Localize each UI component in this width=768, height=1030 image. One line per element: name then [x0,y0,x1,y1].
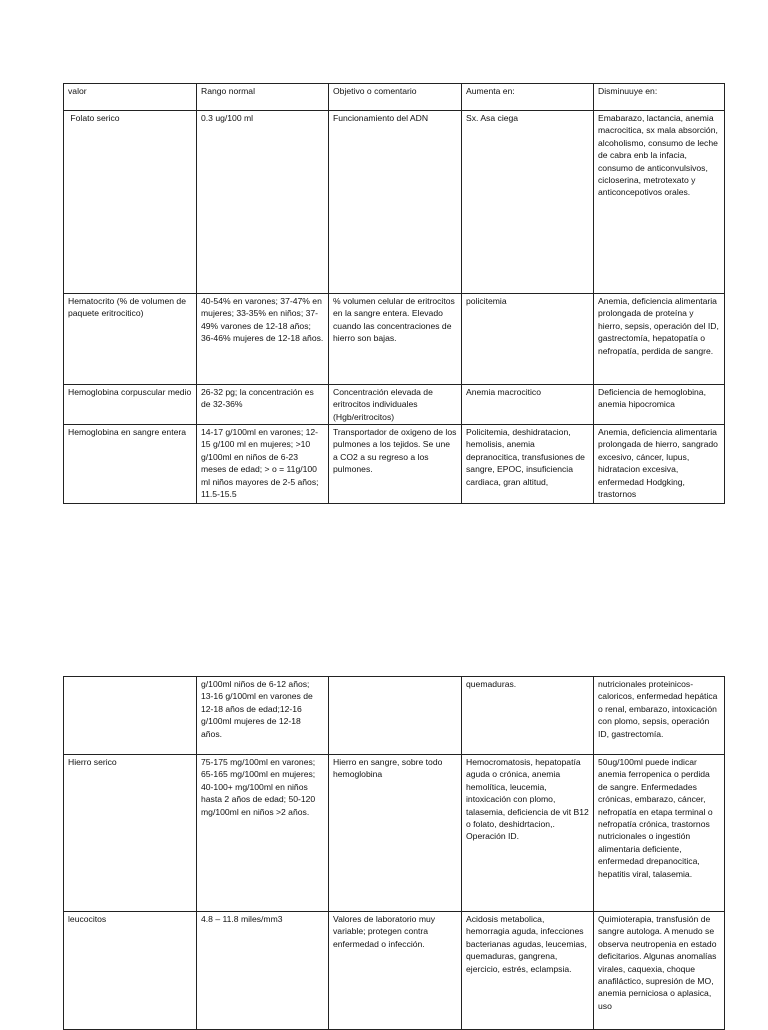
table-row [64,425,725,504]
cell-disminuye-text: Anemia, deficiencia alimentaria prolongada de hierro, sangrado excesivo, cáncer, lupus, hidratacion excesiva, enfermedad Hodgking, trastornos [598,427,718,500]
cell-rango: 0.3 ug/100 ml [197,111,329,294]
table-header-row [64,84,725,111]
cell-disminuye [594,425,725,504]
cell-aumenta: Anemia macrocitico [462,385,594,425]
cell-objetivo: Funcionamiento del ADN [329,111,462,294]
table-row [64,111,725,294]
cell-objetivo-text: Transportador de oxigeno de los pulmones a los tejidos. Se une a CO2 a su regreso a los pulmones. [333,427,457,475]
cell-disminuye [594,912,725,1030]
cell-rango [197,425,329,504]
cell-aumenta [462,912,594,1030]
cell-rango: 75-175 mg/100ml en varones; 65-165 mg/100ml en mujeres; 40-100+ mg/100ml en niños hasta 2 años de edad; 50-120 mg/100ml en niños >2 años. [197,755,329,912]
cell-valor: Hematocrito (% de volumen de paquete eritrocitico) [64,294,197,385]
cell-objetivo-text: Valores de laboratorio muy variable; protegen contra enfermedad o infección. [333,914,436,949]
cell-rango: 40-54% en varones; 37-47% en mujeres; 33-35% en niños; 37-49% varones de 12-18 años; 36-46% mujeres de 12-18 años. [197,294,329,385]
cell-aumenta: Hemocromatosis, hepatopatía aguda o crónica, anemia hemolítica, leucemia, intoxicación con plomo, talasemia, deficiencia de vit B12 o folato, deshidrtacion,. Operación ID. [462,755,594,912]
cell-rango: 26-32 pg; la concentración es de 32-36% [197,385,329,425]
cell-disminuye: nutricionales proteinicos-caloricos, enfermedad hepática o renal, embarazo, intoxicación con plomo, sepsis, operación ID, gastrectomía. [594,677,725,755]
cell-objetivo [329,425,462,504]
header-objetivo: Objetivo o comentario [329,84,462,111]
cell-aumenta: policitemia [462,294,594,385]
lab-values-table [63,83,725,504]
cell-valor [64,425,197,504]
cell-objetivo [329,912,462,1030]
cell-rango-text: 4.8 – 11.8 miles/mm3 [201,914,283,924]
header-aumenta: Aumenta en: [462,84,594,111]
cell-objetivo: Concentración elevada de eritrocitos individuales (Hgb/eritrocitos) [329,385,462,425]
cell-objetivo: Hierro en sangre, sobre todo hemoglobina [329,755,462,912]
header-disminuye: Disminuuye en: [594,84,725,111]
cell-rango [197,912,329,1030]
table-row [64,912,725,1030]
table-row [64,385,725,425]
lab-values-table-continued [63,676,725,1030]
cell-valor: Hemoglobina corpuscular medio [64,385,197,425]
cell-disminuye: Emabarazo, lactancia, anemia macrocitica, sx mala absorción, alcoholismo, consumo de leche de cabra enb la infacia, consumo de anticonvulsivos, cicloserina, metrotexato y anticoncepotivos orales. [594,111,725,294]
cell-objetivo [329,677,462,755]
cell-objetivo: % volumen celular de eritrocitos en la sangre entera. Elevado cuando las concentraciones de hierro son bajas. [329,294,462,385]
cell-aumenta [462,425,594,504]
cell-valor [64,912,197,1030]
cell-valor: Folato serico [64,111,197,294]
cell-disminuye: 50ug/100ml puede indicar anemia ferropenica o perdida de sangre. Enfermedades crónicas, embarazo, cáncer, nefropatía en etapa terminal o nefropatía crónica, trastornos nutricionales o ingestión alimentaria deficiente, enfermedad drepanocitica, hepatitis viral, talasemia. [594,755,725,912]
cell-valor-text: leucocitos [68,914,107,924]
cell-rango: g/100ml niños de 6-12 años; 13-16 g/100ml en varones de 12-18 años de edad;12-16 g/100ml mujeres de 12-18 años. [197,677,329,755]
cell-valor-text: Hemoglobina en sangre entera [68,427,187,437]
cell-disminuye: Anemia, deficiencia alimentaria prolongada de proteína y hierro, sepsis, operación del ID, gastrectomía, hepatopatía o nefropatía, perdida de sangre. [594,294,725,385]
header-valor: valor [64,84,197,111]
table-row [64,677,725,755]
cell-disminuye-text: Quimioterapia, transfusión de sangre autologa. A menudo se observa neutropenia en estado deficitarios. Algunas anomalías virales, caquexia, choque anafiláctico, supresión de MO, anemia perniciosa o aplasica, uso [598,914,717,1011]
cell-rango-text: 14-17 g/100ml en varones; 12-15 g/100 ml en mujeres; >10 g/100ml en niños de 6-23 meses de edad; > o = 11g/100 ml niños mayores de 2-5 años; 11.5-15.5 [201,427,319,500]
table-row [64,294,725,385]
cell-aumenta-text: Acidosis metabolica, hemorragia aguda, infecciones bacterianas agudas, leucemias, quemaduras, gangrena, ejercicio, estrés, eclampsia. [466,914,587,974]
table-row [64,755,725,912]
cell-aumenta: quemaduras. [462,677,594,755]
cell-aumenta: Sx. Asa ciega [462,111,594,294]
cell-valor: Hierro serico [64,755,197,912]
cell-aumenta-text: Policitemia, deshidratacion, hemolisis, anemia depranocitica, transfusiones de sangre, EPOC, insuficiencia cardiaca, gran altitud, [466,427,585,487]
cell-valor [64,677,197,755]
cell-disminuye: Deficiencia de hemoglobina, anemia hipocromica [594,385,725,425]
header-rango-normal: Rango normal [197,84,329,111]
